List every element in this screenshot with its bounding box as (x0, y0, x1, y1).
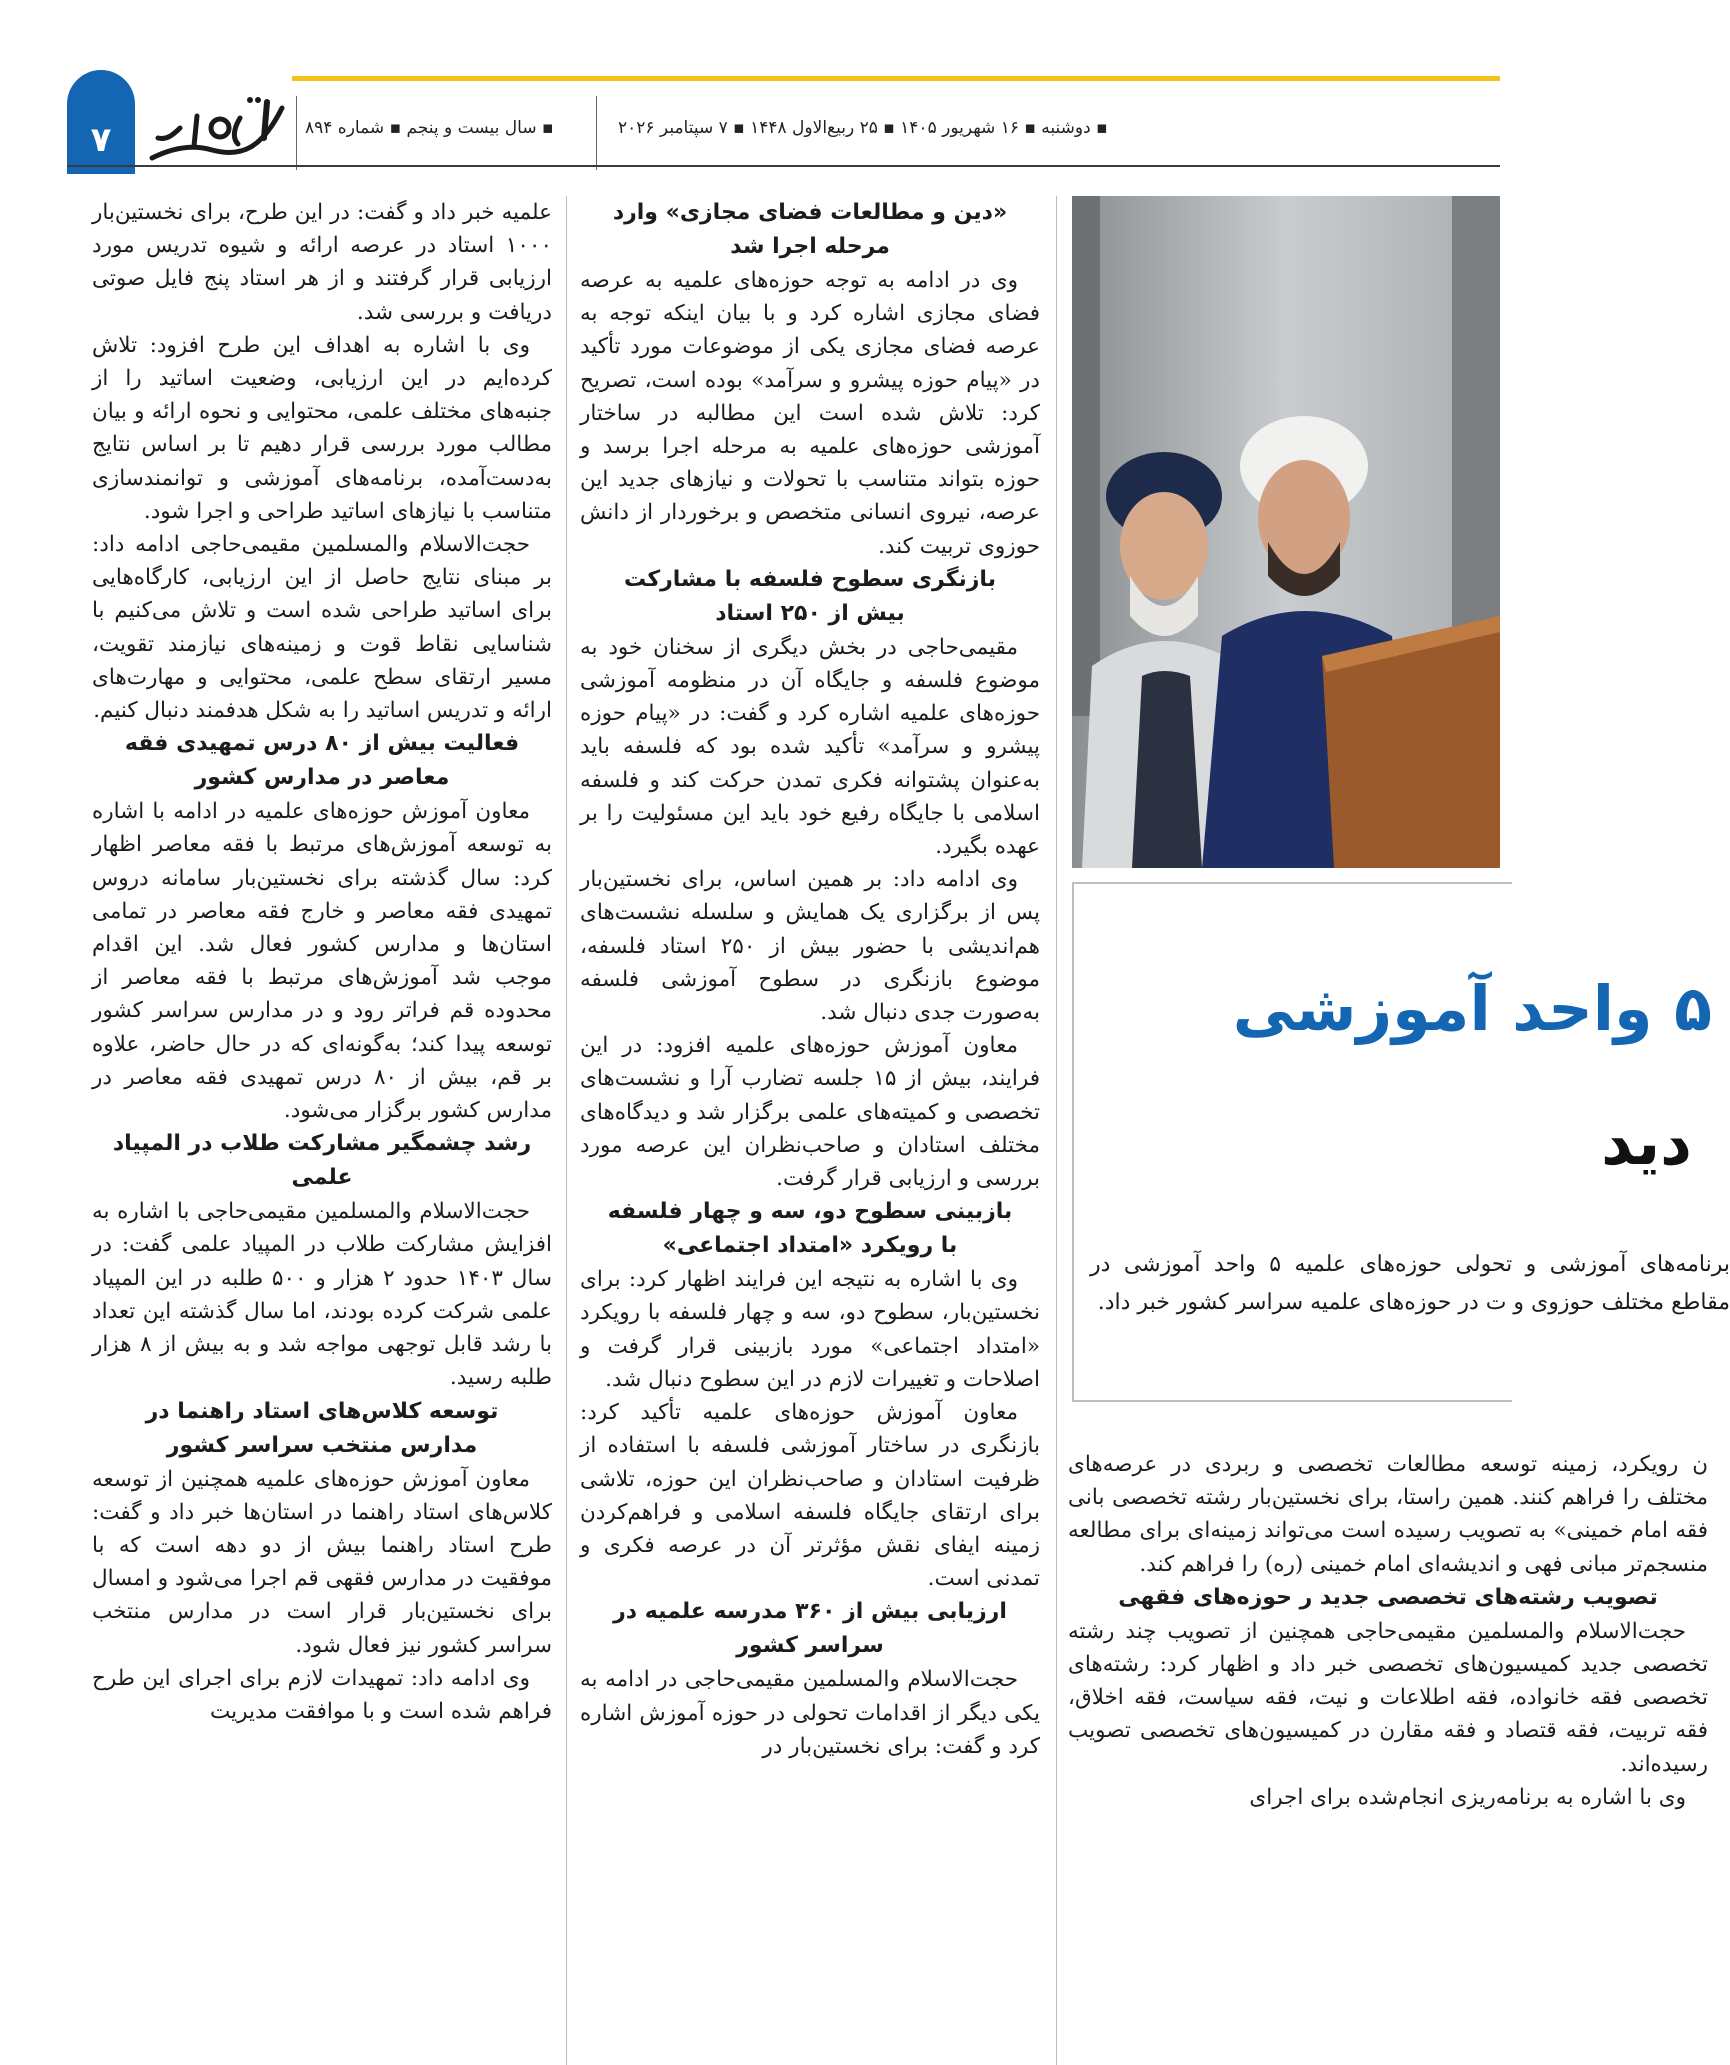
article-column-left (92, 196, 552, 1728)
issue-date: ▪ دوشنبه ▪ ۱۶ شهریور ۱۴۰۵ ▪ ۲۵ ربیع‌الاول ۱۴۴۸ ▪ ۷ سپتامبر ۲۰۲۶ (618, 118, 1108, 138)
article-photo (1072, 196, 1500, 868)
page-number-badge (67, 70, 135, 174)
paragraph: وی با اشاره به برنامه‌ریزی انجام‌شده برای اجرای (1249, 1784, 1686, 1810)
paragraph: حجت‌الاسلام والمسلمین مقیمی‌حاجی در ادامه به یکی دیگر از اقدامات تحولی در حوزه آموزش اشاره کرد و گفت: برای نخستین‌بار در (580, 1667, 1040, 1759)
subheading: تصویب رشته‌های تخصصی جدید ر حوزه‌های فقهی (1118, 1584, 1658, 1610)
masthead-separator (596, 96, 597, 170)
logo-calligraphy-icon (142, 88, 292, 168)
paragraph: مقیمی‌حاجی در بخش دیگری از سخنان خود به موضوع فلسفه و جایگاه آن در منظومه آموزشی حوزه‌های علمیه اشاره کرد و گفت: در «پیام حوزه پیشرو و سرآمد» تأکید شده بود که فلسفه باید به‌عنوان پشتوانه فکری تمدن حرکت کند و فلسفه اسلامی با جایگاه رفیع خود باید این مسئولیت را بر عهده بگیرد. (580, 634, 1040, 860)
headline-box (1072, 882, 1730, 1402)
subheading: فعالیت بیش از ۸۰ درس تمهیدی فقه معاصر در مدارس کشور (124, 731, 520, 791)
column-divider (566, 196, 567, 2065)
paragraph: وی ادامه داد: بر همین اساس، برای نخستین‌بار پس از برگزاری یک همایش و سلسله نشست‌های هم‌اندیشی با حضور بیش از ۲۵۰ استاد فلسفه، موضوع بازنگری در سطوح آموزشی فلسفه به‌صورت جدی دنبال شد. (580, 867, 1041, 1026)
publication-logo (142, 88, 292, 168)
masthead-rule (67, 165, 1500, 167)
column-divider (1056, 196, 1057, 2065)
paragraph: ن رویکرد، زمینه توسعه مطالعات تخصصی و ربردی در عرصه‌های مختلف را فراهم کنند. همین راستا، برای نخستین‌بار رشته تخصصی بانی فقه امام خمینی» به تصویب رسیده است می‌تواند زمینه‌ای برای مطالعه منسجم‌تر مبانی فهی و اندیشه‌ای امام خمینی (ره) را فراهم کند. (1068, 1452, 1708, 1577)
paragraph: وی با اشاره به نتیجه این فرایند اظهار کرد: برای نخستین‌بار، سطوح دو، سه و چهار فلسفه با رویکرد «امتداد اجتماعی» مورد بازبینی قرار گرفت و اصلاحات و تغییرات لازم در این سطوح دنبال شد. (580, 1267, 1040, 1392)
paragraph: حجت‌الاسلام والمسلمین مقیمی‌حاجی ادامه داد: بر مبنای نتایج حاصل از این ارزیابی، کارگاه‌هایی برای اساتید طراحی شده است و تلاش می‌کنیم با شناسایی نقاط قوت و زمینه‌های نیازمند تقویت، مسیر ارتقای سطح علمی، محتوایی و مهارت‌های ارائه و تدریس اساتید را به شکل هدفمند دنبال کنیم. (92, 532, 552, 724)
subheading: توسعه کلاس‌های استاد راهنما در مدارس منتخب سراسر کشور (145, 1398, 499, 1458)
paragraph: معاون آموزش حوزه‌های علمیه افزود: در این فرایند، بیش از ۱۵ جلسه تضارب آرا و نشست‌های تخصصی و کمیته‌های علمی برگزار شد و دیدگاه‌های مختلف استادان و صاحب‌نظران این عرصه مورد بررسی و ارزیابی قرار گرفت. (580, 1033, 1040, 1192)
headline-line-2: دید (1601, 1106, 1692, 1179)
paragraph: وی در ادامه به توجه حوزه‌های علمیه به عرصه فضای مجازی اشاره کرد و با بیان اینکه توجه به عرصه فضای مجازی یکی از موضوعات مورد تأکید در «پیام حوزه پیشرو و سرآمد» بوده است، تصریح کرد: تلاش شده است این مطالبه در ساختار آموزشی حوزه‌های علمیه به مرحله اجرا برسد و حوزه بتواند متناسب با تحولات و نیازهای جدید این عرصه، نیروی انسانی متخصص و برخوردار از دانش حوزوی تربیت کند. (580, 268, 1040, 559)
masthead-accent-bar (292, 76, 1500, 81)
page-number: ۷ (90, 120, 112, 160)
masthead-separator (296, 96, 297, 170)
subheading: بازبینی سطوح دو، سه و چهار فلسفه با رویکرد «امتداد اجتماعی» (607, 1199, 1013, 1259)
article-column-right (1068, 1448, 1708, 2065)
paragraph: معاون آموزش حوزه‌های علمیه همچنین از توسعه کلاس‌های استاد راهنما در استان‌ها خبر داد و گفت: طرح استاد راهنما بیش از دو دهه است که با موفقیت در مدارس فقهی قم اجرا می‌شود و امسال برای نخستین‌بار قرار است در مدارس منتخب سراسر کشور نیز فعال شود. (92, 1466, 552, 1658)
paragraph: معاون آموزش حوزه‌های علمیه تأکید کرد: بازنگری در ساختار آموزشی فلسفه با استفاده از ظرفیت استادان و صاحب‌نظران این حوزه، تلاشی برای ارتقای جایگاه فلسفه اسلامی و فراهم‌کردن زمینه ایفای نقش مؤثرتر آن در عرصه فکری و تمدنی است. (580, 1400, 1040, 1592)
clerics-photo-icon (1072, 196, 1500, 868)
lead-paragraph: برنامه‌های آموزشی و تحولی حوزه‌های علمیه ۵ واحد آموزشی در مقاطع مختلف حوزوی و ت در حوزه‌های علمیه سراسر کشور خبر داد. (1090, 1252, 1730, 1315)
paragraph: علمیه خبر داد و گفت: در این طرح، برای نخستین‌بار ۱۰۰۰ استاد در عرصه ارائه و شیوه تدریس مورد ارزیابی قرار گرفتند و از هر استاد پنج فایل صوتی دریافت و بررسی شد. (92, 200, 552, 325)
issue-info: ▪ سال بیست و پنجم ▪ شماره ۸۹۴ (305, 118, 554, 138)
paragraph: وی با اشاره به اهداف این طرح افزود: تلاش کرده‌ایم در این ارزیابی، وضعیت اساتید را از جنبه‌های مختلف علمی، محتوایی و نحوه ارائه و بیان مطالب مورد بررسی قرار دهیم تا بر اساس نتایج به‌دست‌آمده، برنامه‌های آموزشی و توانمندسازی متناسب با نیازهای اساتید طراحی و اجرا شود. (92, 332, 552, 524)
paragraph: حجت‌الاسلام والمسلمین مقیمی‌حاجی همچنین از تصویب چند رشته تخصصی جدید کمیسیون‌های تخصصی خبر داد و اظهار کرد: رشته‌های تخصصی فقه خانواده، فقه اطلاعات و نیت، فقه سیاست، فقه اخلاق، فقه تربیت، فقه قتصاد و فقه مقارن در کمیسیون‌های تخصصی تصویب رسیده‌اند. (1068, 1618, 1708, 1777)
paragraph: معاون آموزش حوزه‌های علمیه در ادامه با اشاره به توسعه آموزش‌های مرتبط با فقه معاصر اظهار کرد: سال گذشته برای نخستین‌بار سامانه دروس تمهیدی فقه معاصر و خارج فقه معاصر در تمامی استان‌ها و مدارس کشور فعال شد. این اقدام موجب شد آموزش‌های مرتبط با فقه معاصر از محدوده قم فراتر رود و در مدارس سراسر کشور توسعه پیدا کند؛ به‌گونه‌ای که در حال حاضر، علاوه بر قم، بیش از ۸۰ درس تمهیدی فقه معاصر در مدارس کشور برگزار می‌شود. (92, 799, 552, 1124)
subheading: رشد چشمگیر مشارکت طلاب در المپیاد علمی (112, 1131, 532, 1191)
subheading: بازنگری سطوح فلسفه با مشارکت بیش از ۲۵۰ استاد (624, 566, 996, 626)
paragraph: حجت‌الاسلام والمسلمین مقیمی‌حاجی با اشاره به افزایش مشارکت طلاب در المپیاد علمی گفت: در سال ۱۴۰۳ حدود ۲ هزار و ۵۰۰ طلبه در این المپیاد علمی شرکت کرده بودند، اما سال گذشته این تعداد با رشد قابل توجهی مواجه شد و به بیش از ۸ هزار طلبه رسید. (92, 1199, 552, 1391)
headline-line-1: ۵ واحد آموزشی (1232, 972, 1712, 1045)
subheading: «دین و مطالعات فضای مجازی» وارد مرحله اجرا شد (612, 200, 1008, 259)
subheading: ارزیابی بیش از ۳۶۰ مدرسه علمیه در سراسر کشور (613, 1599, 1007, 1659)
article-column-middle (580, 196, 1040, 1763)
paragraph: وی ادامه داد: تمهیدات لازم برای اجرای این طرح فراهم شده است و با موافقت مدیریت (92, 1665, 552, 1724)
